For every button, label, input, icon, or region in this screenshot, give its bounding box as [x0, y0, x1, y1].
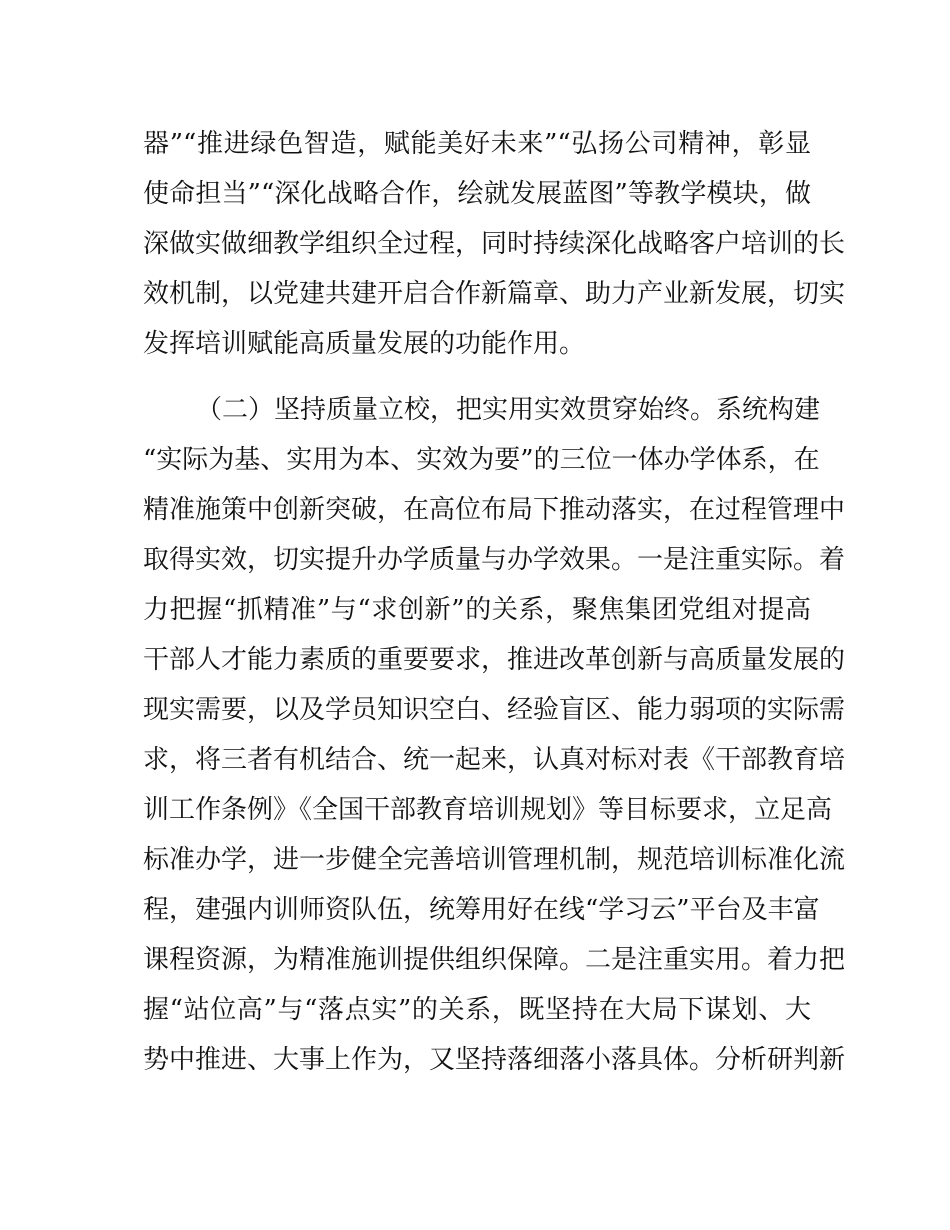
text-line: 程，建强内训师资队伍，统筹用好在线“学习云”平台及丰富 — [143, 895, 820, 925]
text-line: 标准办学，进一步健全完善培训管理机制，规范培训标准化流 — [143, 845, 846, 875]
text-line: 取得实效，切实提升办学质量与办学效果。一是注重实际。着 — [143, 545, 846, 575]
text-line: 训工作条例》《全国干部教育培训规划》等目标要求，立足高 — [143, 795, 833, 825]
text-line: 力把握“抓精准”与“求创新”的关系，聚焦集团党组对提高 — [143, 595, 811, 625]
text-line: 握“站位高”与“落点实”的关系，既坚持在大局下谋划、大 — [143, 995, 811, 1025]
text-line: “实际为基、实用为本、实效为要”的三位一体办学体系，在 — [143, 445, 820, 475]
text-line: 使命担当”“深化战略合作，绘就发展蓝图”等教学模块，做 — [143, 179, 811, 209]
text-line: 器”“推进绿色智造，赋能美好未来”“弘扬公司精神，彰显 — [143, 129, 811, 159]
text-line: 势中推进、大事上作为，又坚持落细落小落具体。分析研判新 — [143, 1045, 846, 1075]
text-line: 求，将三者有机结合、统一起来，认真对标对表《干部教育培 — [143, 745, 846, 775]
text-line: 发挥培训赋能高质量发展的功能作用。 — [143, 329, 586, 359]
text-line: 效机制，以党建共建开启合作新篇章、助力产业新发展，切实 — [143, 279, 846, 309]
text-line: 现实需要，以及学员知识空白、经验盲区、能力弱项的实际需 — [143, 695, 846, 725]
text-line: 深做实做细教学组织全过程，同时持续深化战略客户培训的长 — [143, 229, 846, 259]
section-heading-line: （二）坚持质量立校，把实用实效贯穿始终。系统构建 — [196, 395, 821, 425]
text-line: 精准施策中创新突破，在高位布局下推动落实，在过程管理中 — [143, 495, 846, 525]
text-line: 干部人才能力素质的重要要求，推进改革创新与高质量发展的 — [143, 645, 846, 675]
text-line: 课程资源，为精准施训提供组织保障。二是注重实用。着力把 — [143, 945, 846, 975]
